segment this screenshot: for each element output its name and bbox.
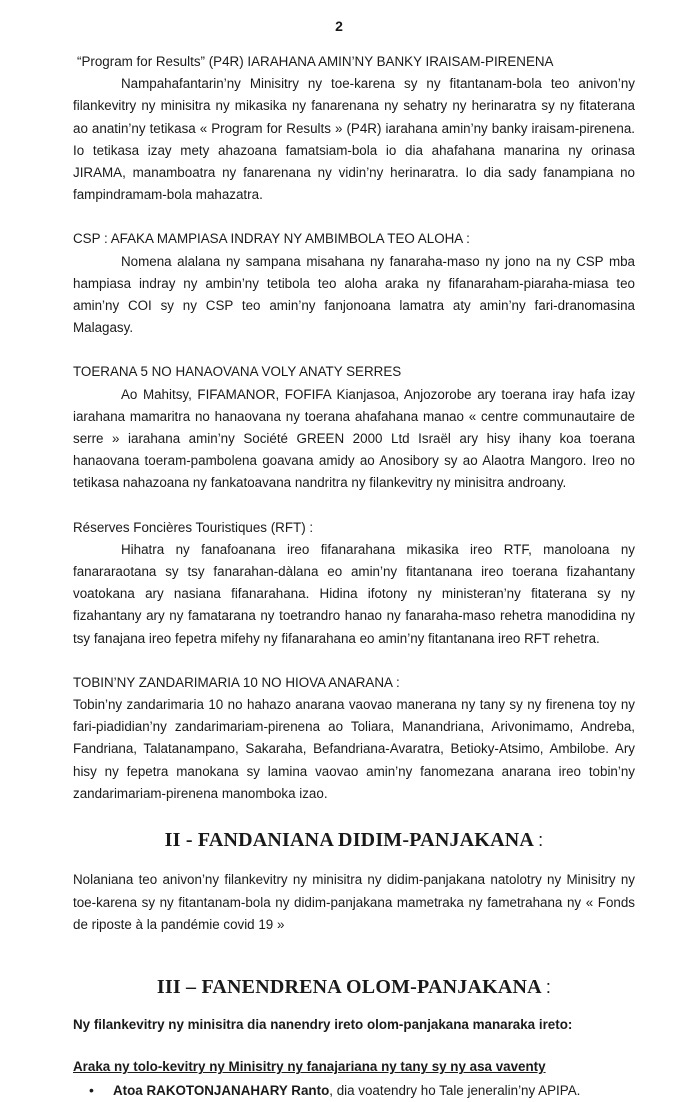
csp-heading: CSP : AFAKA MAMPIASA INDRAY NY AMBIMBOLA TEO ALOHA : xyxy=(73,231,470,247)
bullet-icon: • xyxy=(89,1081,94,1098)
page-number: 2 xyxy=(335,18,343,34)
section-3-subheading: Araka ny tolo-kevitry ny Minisitry ny fanajariana ny tany sy ny asa vaventy xyxy=(73,1059,546,1075)
section-2-colon: : xyxy=(538,830,544,851)
zandarimaria-paragraph: Tobin’ny zandarimaria 10 no hahazo anarana vaovao manerana ny tany sy ny firenena toy ny fari-piadidian’ny zandarimariam-pirenena ao Toliara, Manandriana, Arivonimamo, Andreba, Fandriana, Talatanampano, Sakaraha, Befandriana-Avaratra, Betioky-Atsimo, Ambilobe. Ary hisy ny fepetra manokana sy lamina vaovao amin’ny fanomezana anarana ireo tobin’ny zandarimariam-pirenena manomboka izao. xyxy=(73,697,635,801)
rft-body: Hihatra ny fanafoanana ireo fifanarahana mikasika ireo RTF, manoloana ny fanararaotana sy tsy fanarahan-dàlana eo amin’ny fitantanana ireo toerana fizahantany voatokana ary nasiana fifanarahana. Hidina ifotony ny ministeran’ny fitaterana sy ny fizahantany ary ny famatarana ny toetrandro hanao ny fanaraha-maso rehetra manodidina ny tsy fanajana ireo fepetra mifehy ny fifanarahana eo amin’ny fitantanana ireo RFT rehetra. xyxy=(73,541,635,646)
zandarimaria-heading: TOBIN’NY ZANDARIMARIA 10 NO HIOVA ANARANA : xyxy=(73,674,400,690)
spacer xyxy=(73,998,635,1014)
document-body xyxy=(73,51,635,1102)
appointment-item xyxy=(73,1079,635,1102)
rft-paragraph xyxy=(73,539,635,650)
section-3-title xyxy=(73,976,635,998)
appointee-role: , dia voatendry ho Tale jeneralin’ny APIPA. xyxy=(329,1082,581,1098)
spacer xyxy=(73,339,635,361)
spacer xyxy=(73,805,635,829)
section-3-colon: : xyxy=(545,976,552,997)
spacer xyxy=(73,1036,635,1056)
csp-body: Nomena alalana ny sampana misahana ny fanaraha-maso ny jono na ny CSP mba hampiasa indray ny ambin’ny tetibola teo aloha araka ny fifanaraham-piaraha-miasa teo amin’ny COI sy ny CSP teo amin’ny fanjonoana lamatra aty amin’ny fari-dranomasina Malagasy. xyxy=(73,253,635,336)
p4r-heading: “Program for Results” (P4R) IARAHANA AMIN’NY BANKY IRAISAM-PIRENENA xyxy=(77,54,554,69)
section-2-paragraph: Nolaniana teo anivon’ny filankevitry ny minisitra ny didim-panjakana natolotry ny Minisitry ny toe-karena sy ny fitantanam-bola ny didim-panjakana mametraka ny fametrahana ny « Fonds de riposte à la pandémie covid 19 » xyxy=(73,872,635,932)
appointment-text xyxy=(113,1080,580,1102)
spacer xyxy=(73,936,635,976)
serres-paragraph xyxy=(73,384,635,495)
section-2-title-text: II - FANDANIANA DIDIM-PANJAKANA xyxy=(164,829,533,852)
serres-heading: TOERANA 5 NO HANAOVANA VOLY ANATY SERRES xyxy=(73,364,402,380)
csp-paragraph xyxy=(73,251,635,340)
serres-body: Ao Mahitsy, FIFAMANOR, FOFIFA Kianjasoa, Anjozorobe ary toerana iray hafa izay iarahana mamaritra no hanaovana ny toerana ahafahana manao « centre communautaire de serre » iarahana amin’ny Société GREEN 2000 Ltd Israël ary hisy ihany koa toerana hanaovana toeram-pambolena goavana amidy ao Anosibory sy ao Alaotra Mangoro. Ireo no tetikasa nahazoana ny fankatoavana nandritra ny filankevitry ny minisitra androany. xyxy=(73,386,635,491)
spacer xyxy=(73,650,635,672)
p4r-body: Nampahafantarin’ny Minisitry ny toe-karena sy ny fitantanam-bola teo anivon’ny filankevitry ny minisitra ny mikasika ny fanarenana ny sehatry ny herinaratra sy ny fitaterana ao anatin’ny tetikasa « Program for Results » (P4R) iarahana amin’ny banky iraisam-pirenena. Io tetikasa izay mety ahazoana famatsiam-bola io dia ahafahana manarina ny orinasa JIRAMA, manamboatra ny fanarenana ny vidin’ny herinaratra. Io dia sady fanampiana no fampindramam-bola mahazatra. xyxy=(73,76,635,203)
spacer xyxy=(73,495,635,517)
p4r-paragraph xyxy=(73,73,635,206)
spacer xyxy=(73,206,635,228)
section-3-intro: Ny filankevitry ny minisitra dia nanendry ireto olom-panjakana manaraka ireto: xyxy=(73,1017,573,1033)
section-2-title xyxy=(73,829,635,851)
section-3-title-text: III – FANENDRENA OLOM-PANJAKANA xyxy=(156,975,541,998)
appointee-name: Atoa RAKOTONJANAHARY Ranto xyxy=(113,1082,330,1098)
rft-heading: Réserves Foncières Touristiques (RFT) : xyxy=(73,519,314,535)
spacer xyxy=(73,851,635,869)
